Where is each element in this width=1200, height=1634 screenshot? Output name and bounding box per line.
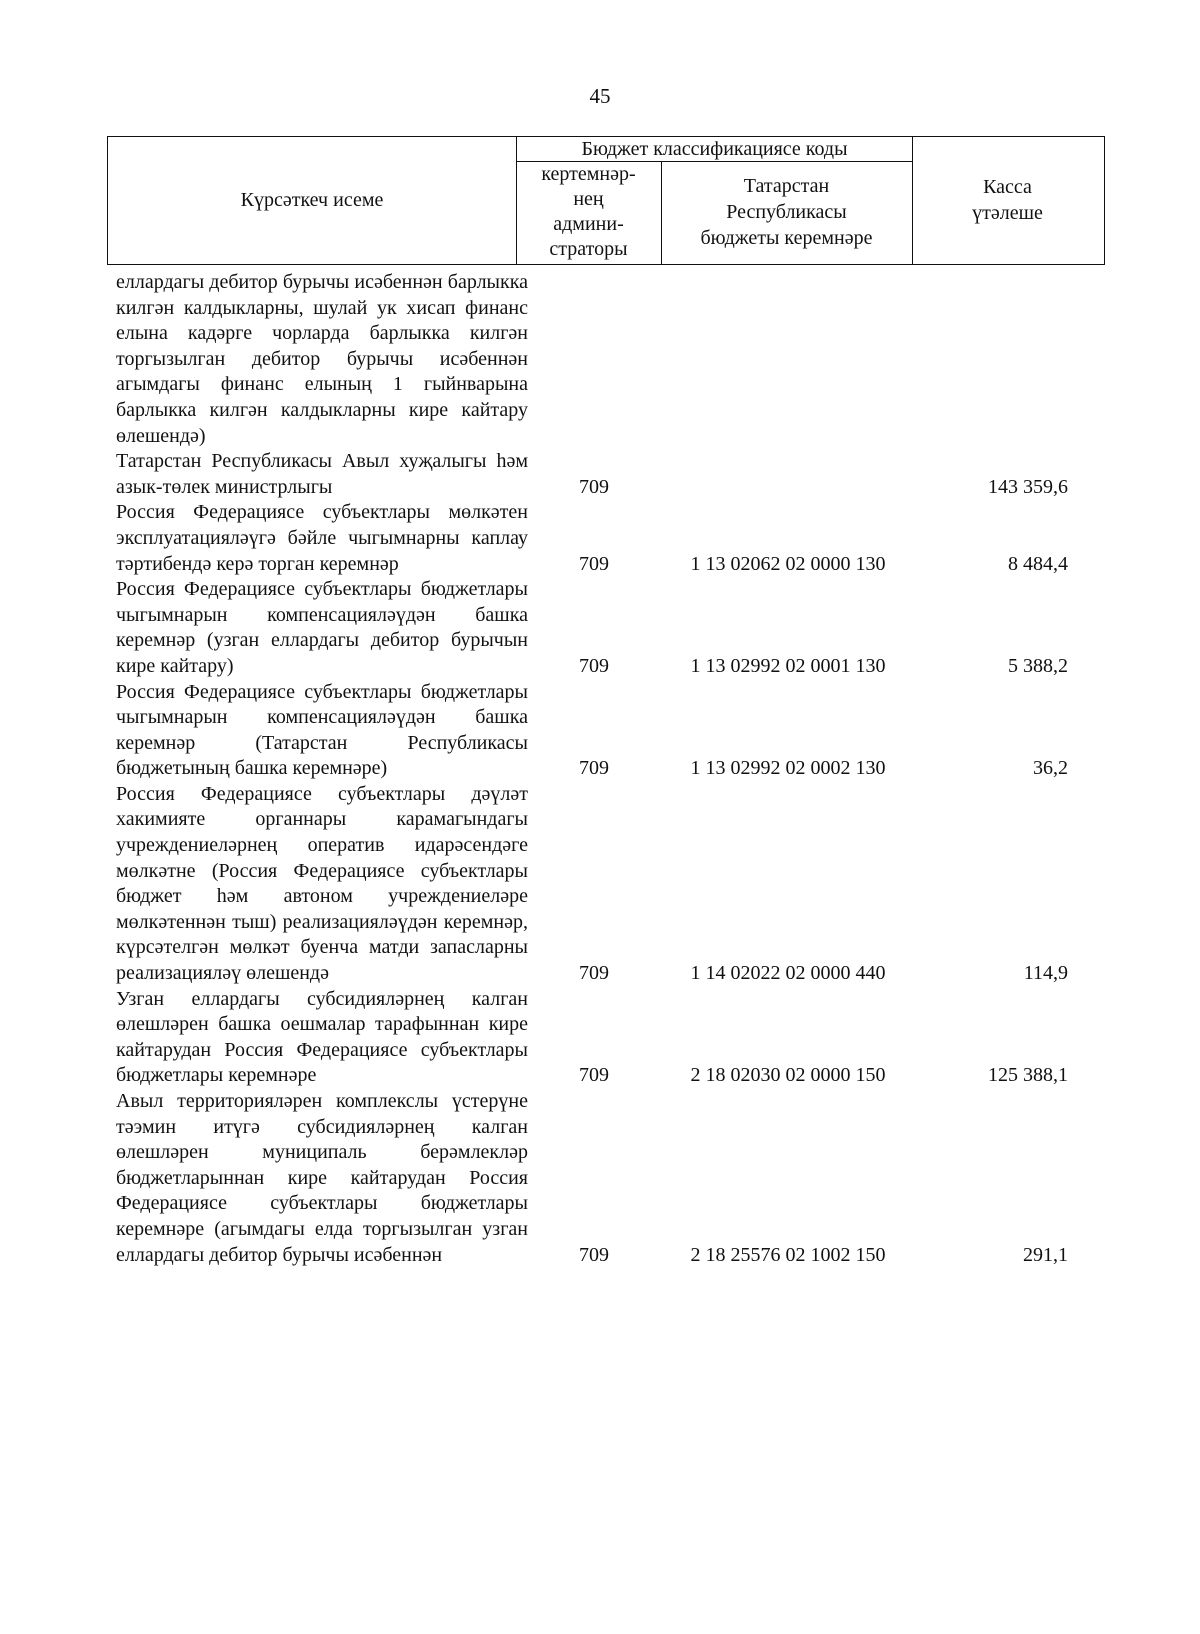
row-amount: 114,9 <box>1023 962 1068 985</box>
row-name: Россия Федерациясе субъектлары дәүләт хакимияте органнары карамагындагы учреждениеләрнең оператив идарәсендәге мөлкәтне (Россия Федерациясе субъектлары бюджет һәм автоном учреждениеләре мөлкәтеннән тыш) реализацияләүдән керемнәр, күрсәтелгән мөлкәт буенча матди запасларны реализацияләү өлешендә <box>116 782 528 985</box>
header-admin-col: кертемнәр- нең админи- страторы <box>541 163 636 260</box>
table-row <box>116 270 1106 449</box>
table-row <box>116 449 1106 500</box>
header-revenue-col: Татарстан Республикасы бюджеты керемнәре <box>700 175 873 249</box>
header-budget-code-group: Бюджет классификациясе коды <box>581 138 848 160</box>
table-row <box>116 1089 1106 1268</box>
row-name: Россия Федерациясе субъектлары мөлкәтен эксплуатацияләүгә бәйле чыгымнарны каплау тәртибендә керә торган керемнәр <box>116 501 528 575</box>
table-row <box>116 577 1106 679</box>
row-admin: 709 <box>579 552 609 575</box>
row-admin: 709 <box>579 475 609 498</box>
table-header <box>107 136 1105 265</box>
row-admin: 709 <box>579 962 609 985</box>
table-row <box>116 987 1106 1089</box>
row-admin: 709 <box>579 757 609 780</box>
row-admin: 709 <box>579 654 609 677</box>
header-indicator-name: Күрсәткеч исеме <box>240 189 384 211</box>
row-name: Узган еллардагы субсидияләрнең калган өлешләрен башка оешмалар тарафыннан кире кайтарудан Россия Федерациясе субъектлары бюджетлары керемнәре <box>116 987 528 1087</box>
row-admin: 709 <box>579 1064 609 1087</box>
header-cash-col: Касса үтәлеше <box>972 176 1043 224</box>
row-amount: 36,2 <box>1033 757 1068 780</box>
row-name: Татарстан Республикасы Авыл хуҗалыгы һәм азык-төлек министрлыгы <box>116 450 528 498</box>
row-name: Россия Федерациясе субъектлары бюджетлары чыгымнарын компенсацияләүдән башка керемнәр (Татарстан Республикасы бюджетының башка керемнәре) <box>116 680 528 780</box>
table-row <box>116 680 1106 782</box>
row-code: 1 13 02992 02 0001 130 <box>690 654 886 677</box>
table-body <box>116 270 1106 1268</box>
row-amount: 5 388,2 <box>1008 654 1068 677</box>
row-code: 2 18 25576 02 1002 150 <box>690 1243 886 1266</box>
row-amount: 8 484,4 <box>1008 552 1068 575</box>
row-name: еллардагы дебитор бурычы исәбеннән барлыкка килгән калдыкларны, шулай ук хисап финанс елына кадәрге чорларда барлыкка килгән торгызылган дебитор бурычы исәбеннән агымдагы финанс елының 1 гыйнварына барлыкка килгән калдыкларны кире кайтару өлешендә) <box>116 271 528 447</box>
row-amount: 125 388,1 <box>988 1064 1068 1087</box>
row-code: 2 18 02030 02 0000 150 <box>690 1064 886 1087</box>
row-code: 1 13 02062 02 0000 130 <box>690 552 886 575</box>
row-code: 1 14 02022 02 0000 440 <box>690 962 886 985</box>
row-name: Россия Федерациясе субъектлары бюджетлары чыгымнарын компенсацияләүдән башка керемнәр (узган еллардагы дебитор бурычын кире кайтару) <box>116 578 528 677</box>
table-row <box>116 500 1106 577</box>
page-number: 45 <box>589 84 611 108</box>
table-row <box>116 782 1106 987</box>
row-code: 1 13 02992 02 0002 130 <box>690 757 886 780</box>
row-amount: 143 359,6 <box>988 475 1068 498</box>
row-name: Авыл территорияләрен комплекслы үстерүне тәэмин итүгә субсидияләрнең калган өлешләрен муниципаль берәмлекләр бюджетларыннан кире кайтарудан Россия Федерациясе субъектлары бюджетлары керемнәре (агымдагы елда торгызылган узган еллардагы дебитор бурычы исәбеннән <box>116 1090 528 1266</box>
row-amount: 291,1 <box>1023 1243 1068 1266</box>
row-admin: 709 <box>579 1243 609 1266</box>
